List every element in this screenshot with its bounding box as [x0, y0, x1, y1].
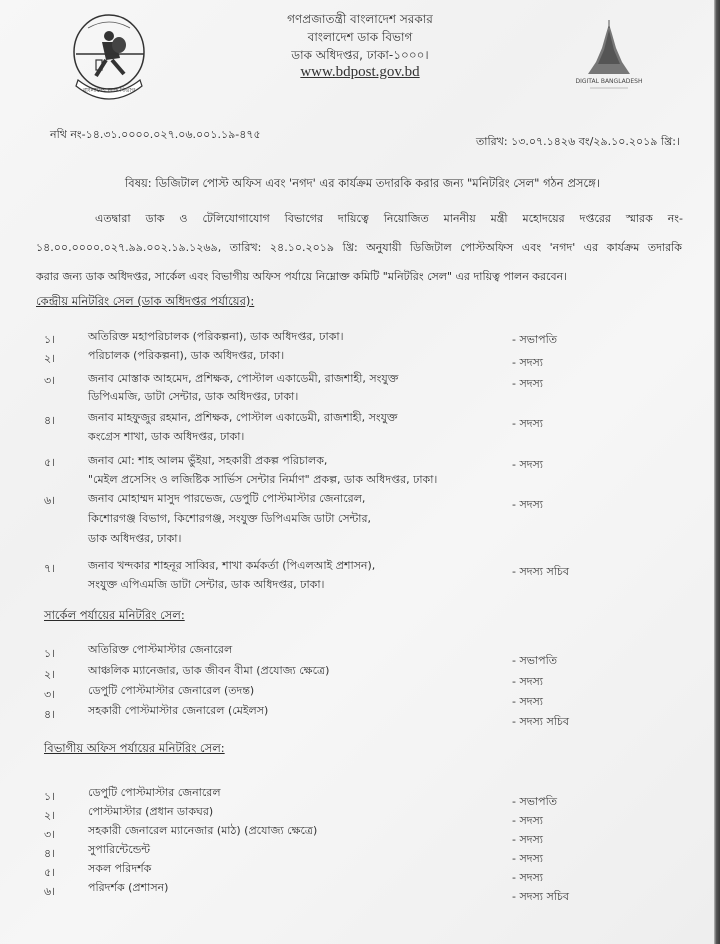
item-role: - সদস্য — [512, 675, 543, 688]
subject-line: বিষয়: ডিজিটাল পোস্ট অফিস এবং 'নগদ' এর কার্যক্রম তদারকি করার জন্য "মনিটরিং সেল" গঠন প্রসঙ্গে। — [125, 176, 600, 190]
item-number: ৩। — [44, 828, 56, 841]
body-line-1: এতদ্বারা ডাক ও টেলিযোগাযোগ বিভাগের দায়িত্বে নিয়োজিত মাননীয় মন্ত্রী মহোদয়ের দপ্তরের স্মারক নং- — [95, 212, 683, 225]
memo-date: তারিখ: ১৩.০৭.১৪২৬ বং/২৯.১০.২০১৯ খ্রি:। — [476, 135, 680, 148]
item-text: পরিদর্শক (প্রশাসন) — [88, 881, 169, 894]
item-role: - সদস্য সচিব — [512, 715, 569, 728]
item-text: জনাব মোহাম্মদ মাসুদ পারভেজ, ডেপুটি পোস্টমাস্টার জেনারেল, — [88, 492, 366, 505]
digital-bangladesh-logo-icon — [568, 20, 650, 94]
item-number: ৩। — [44, 688, 56, 701]
item-number: ১। — [44, 647, 56, 660]
item-role: - সভাপতি — [512, 654, 557, 667]
item-text: কিশোরগঞ্জ বিভাগ, কিশোরগঞ্জ, সংযুক্ত ডিপিএমজি ডাটা সেন্টার, — [88, 512, 372, 525]
item-text: পোস্টমাস্টার (প্রধান ডাকঘর) — [88, 805, 214, 818]
section-title-central: কেন্দ্রীয় মনিটরিং সেল (ডাক অধিদপ্তর পর্যায়ের): — [36, 294, 255, 308]
section-title-circle: সার্কেল পর্যায়ের মনিটরিং সেল: — [44, 608, 185, 622]
item-role: - সদস্য সচিব — [512, 890, 569, 903]
item-number: ৪। — [44, 847, 56, 860]
item-role: - সদস্য — [512, 852, 543, 865]
department-name: বাংলাদেশ ডাক বিভাগ — [307, 30, 413, 44]
item-role: - সদস্য — [512, 833, 543, 846]
item-number: ৫। — [44, 456, 56, 469]
item-number: ১। — [44, 790, 56, 803]
item-number: ৩। — [44, 374, 56, 387]
item-role: - সভাপতি — [512, 333, 557, 346]
item-number: ২। — [44, 668, 56, 681]
item-number: ৭। — [44, 562, 56, 575]
svg-text:DIGITAL BANGLADESH: DIGITAL BANGLADESH — [575, 78, 643, 85]
item-role: - সদস্য — [512, 356, 543, 369]
item-text: ডিপিএমজি, ডাটা সেন্টার, ডাক অধিদপ্তর, ঢাকা। — [88, 390, 299, 403]
item-text: সকল পরিদর্শক — [88, 862, 152, 875]
item-text: সহকারী জেনারেল ম্যানেজার (মাঠ) (প্রযোজ্য ক্ষেত্রে) — [88, 824, 318, 837]
item-role: - সদস্য — [512, 458, 543, 471]
item-number: ৬। — [44, 885, 56, 898]
item-text: জনাব মো: শাহ আলম ভুঁইয়া, সহকারী প্রকল্প পরিচালক, — [88, 454, 328, 467]
item-number: ৫। — [44, 866, 56, 879]
item-number: ৪। — [44, 708, 56, 721]
item-text: "মেইল প্রসেসিং ও লজিষ্টিক সার্ভিস সেন্টার নির্মাণ" প্রকল্প, ডাক অধিদপ্তর, ঢাকা। — [88, 473, 438, 486]
item-text: ডেপুটি পোস্টমাস্টার জেনারেল — [88, 786, 221, 799]
item-number: ৬। — [44, 494, 56, 507]
body-line-2: ১৪.০০.০০০০.০২৭.৯৯.০০২.১৯.১২৬৯, তারিখ: ২৪.১০.২০১৯ খ্রি: অনুযায়ী ডিজিটাল পোস্টঅফিস এবং 'নগদ' এর কার্যক্রম তদারকি — [36, 241, 682, 254]
section-title-divisional: বিভাগীয় অফিস পর্যায়ের মনিটরিং সেল: — [44, 741, 225, 755]
item-text: অতিরিক্ত পোস্টমাস্টার জেনারেল — [88, 643, 233, 656]
item-text: আঞ্চলিক ম্যানেজার, ডাক জীবন বীমা (প্রযোজ্য ক্ষেত্রে) — [88, 664, 330, 677]
govt-name: গণপ্রজাতন্ত্রী বাংলাদেশ সরকার — [287, 12, 433, 26]
item-number: ২। — [44, 809, 56, 822]
item-role: - সদস্য — [512, 695, 543, 708]
file-number: নথি নং-১৪.৩১.০০০০.০২৭.০৬.০০১.১৯-৪৭৫ — [50, 128, 261, 141]
item-text: ডেপুটি পোস্টমাস্টার জেনারেল (তদন্ত) — [88, 684, 255, 697]
office-address: ডাক অধিদপ্তর, ঢাকা-১০০০। — [291, 48, 429, 62]
item-text: সুপারিন্টেন্ডেন্ট — [88, 843, 151, 856]
item-text: অতিরিক্ত মহাপরিচালক (পরিকল্পনা), ডাক অধিদপ্তর, ঢাকা। — [88, 330, 344, 343]
item-text: কংগ্রেস শাখা, ডাক অধিদপ্তর, ঢাকা। — [88, 430, 245, 443]
item-text: সহকারী পোস্টমাস্টার জেনারেল (মেইলস) — [88, 704, 269, 717]
item-role: - সদস্য — [512, 417, 543, 430]
item-text: জনাব মোস্তাক আহমেদ, প্রশিক্ষক, পোস্টাল একাডেমী, রাজশাহী, সংযুক্ত — [88, 372, 399, 385]
scan-edge-shadow — [714, 0, 720, 944]
item-role: - সদস্য — [512, 814, 543, 827]
item-text: জনাব খন্দকার শাহনূর সাব্বির, শাখা কর্মকর্তা (পিএলআই প্রশাসন), — [88, 559, 376, 572]
item-role: - সদস্য — [512, 498, 543, 511]
website-link[interactable]: www.bdpost.gov.bd — [300, 64, 420, 80]
item-role: - সদস্য — [512, 377, 543, 390]
svg-text:বাংলাদেশ ডাক বিভাগ: বাংলাদেশ ডাক বিভাগ — [82, 87, 136, 94]
item-text: জনাব মাহফুজুর রহমান, প্রশিক্ষক, পোস্টাল একাডেমী, রাজশাহী, সংযুক্ত — [88, 411, 398, 424]
item-number: ১। — [44, 333, 56, 346]
body-line-3: করার জন্য ডাক অধিদপ্তর, সার্কেল এবং বিভাগীয় অফিস পর্যায়ে নিম্নোক্ত কমিটি "মনিটরিং সেল" এর দায়িত্ব পালন করবেন। — [36, 270, 568, 283]
item-text: পরিচালক (পরিকল্পনা), ডাক অধিদপ্তর, ঢাকা। — [88, 349, 285, 362]
item-role: - সদস্য সচিব — [512, 565, 569, 578]
item-text: ডাক অধিদপ্তর, ঢাকা। — [88, 532, 182, 545]
item-role: - সভাপতি — [512, 795, 557, 808]
item-text: সংযুক্ত এপিএমজি ডাটা সেন্টার, ডাক অধিদপ্তর, ঢাকা। — [88, 578, 325, 591]
item-number: ২। — [44, 352, 56, 365]
item-role: - সদস্য — [512, 871, 543, 884]
item-number: ৪। — [44, 414, 56, 427]
